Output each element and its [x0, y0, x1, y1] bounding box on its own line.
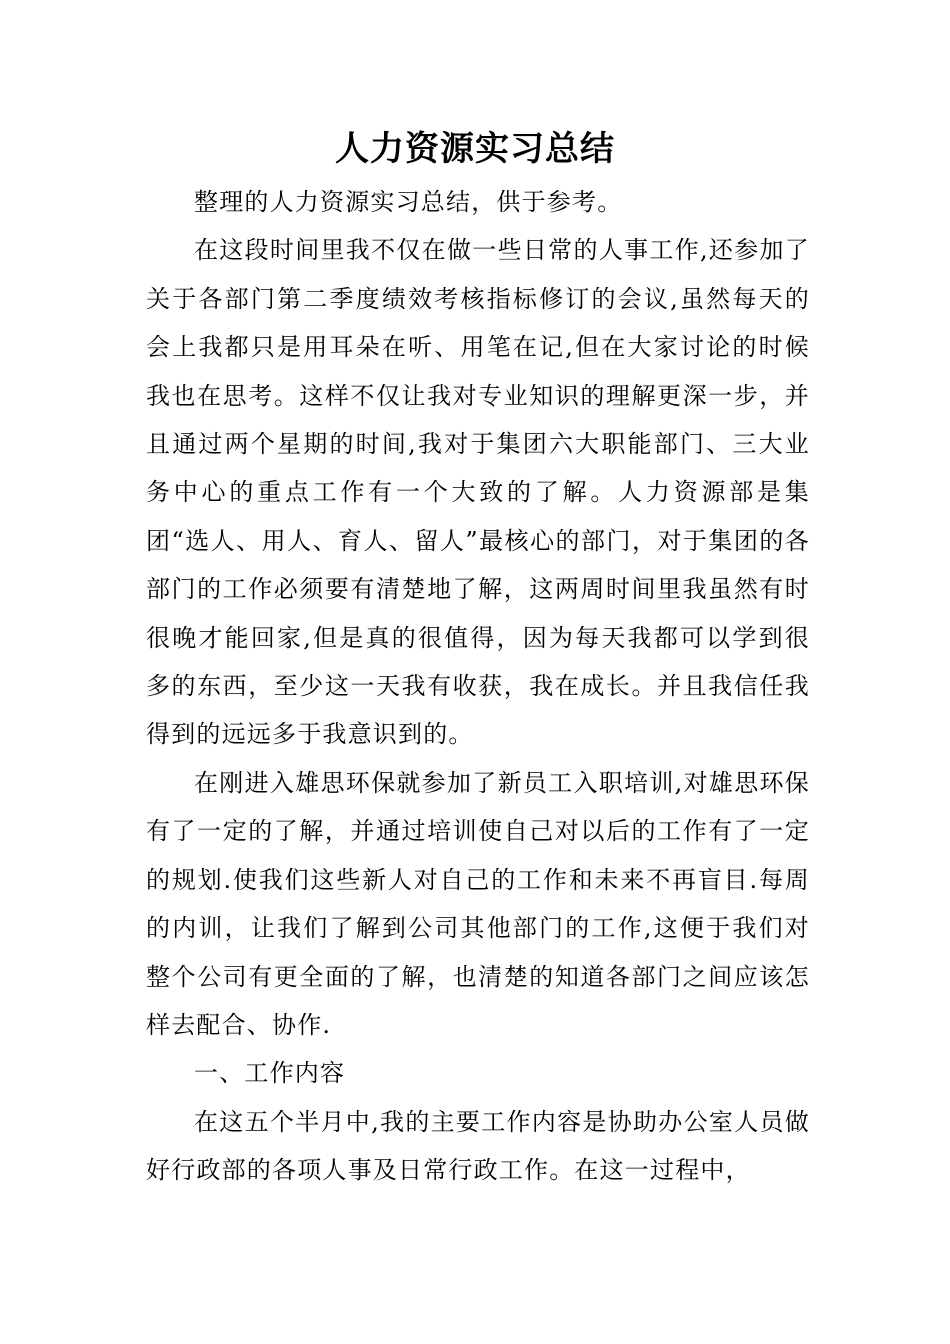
section-heading-work-content: 一、工作内容 [194, 1059, 346, 1088]
paragraph-meetings: 在这段时间里我不仅在做一些日常的人事工作,还参加了关于各部门第二季度绩效考核指标修订的会议,虽然每天的会上我都只是用耳朵在听、用笔在记,但在大家讨论的时候我也在思考。这样不仅让我对专业知识的理解更深一步，并且通过两个星期的时间,我对于集团六大职能部门、三大业务中心的重点工作有一个大致的了解。人力资源部是集团“选人、用人、育人、留人”最核心的部门，对于集团的各部门的工作必须要有清楚地了解，这两周时间里我虽然有时很晚才能回家,但是真的很值得，因为每天我都可以学到很多的东西，至少这一天我有收获，我在成长。并且我信任我得到的远远多于我意识到的。 [146, 236, 810, 749]
paragraph-training: 在刚进入雄思环保就参加了新员工入职培训,对雄思环保有了一定的了解，并通过培训使自己对以后的工作有了一定的规划.使我们这些新人对自己的工作和未来不再盲目.每周的内训，让我们了解到公司其他部门的工作,这便于我们对整个公司有更全面的了解，也清楚的知道各部门之间应该怎样去配合、协作. [146, 768, 810, 1039]
document-title: 人力资源实习总结 [335, 129, 615, 169]
document-body [146, 178, 810, 1195]
paragraph-intro: 整理的人力资源实习总结，供于参考。 [194, 188, 623, 216]
paragraph-work-content: 在这五个半月中,我的主要工作内容是协助办公室人员做好行政部的各项人事及日常行政工作。在这一过程中， [146, 1107, 810, 1185]
